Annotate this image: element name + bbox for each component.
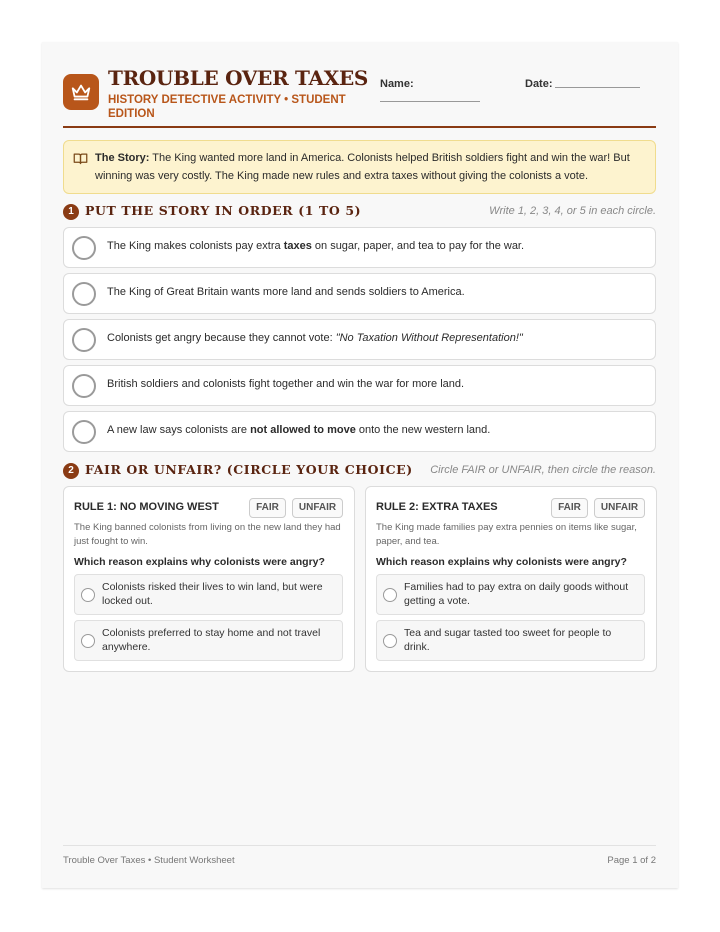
order-item-text: The King makes colonists pay extra taxes on sugar, paper, and tea to pay for the war. bbox=[107, 240, 525, 252]
section-title: FAIR OR UNFAIR? (CIRCLE YOUR CHOICE) bbox=[85, 462, 413, 477]
reason-text: Colonists preferred to stay home and not travel anywhere. bbox=[102, 627, 321, 653]
order-number-circle[interactable] bbox=[72, 236, 96, 260]
order-item bbox=[63, 365, 656, 406]
fair-choice[interactable]: FAIR bbox=[249, 498, 286, 518]
order-item bbox=[63, 411, 656, 452]
section-hint: Circle FAIR or UNFAIR, then circle the reason. bbox=[430, 464, 656, 476]
story-label: The Story: bbox=[95, 152, 150, 164]
order-item-text: British soldiers and colonists fight together and win the war for more land. bbox=[107, 378, 465, 390]
section-title: PUT THE STORY IN ORDER (1 TO 5) bbox=[85, 203, 362, 218]
order-item-text: A new law says colonists are not allowed to move onto the new western land. bbox=[107, 424, 491, 436]
reason-text: Tea and sugar tasted too sweet for people to drink. bbox=[404, 627, 612, 653]
date-field[interactable] bbox=[555, 87, 640, 88]
name-label: Name: bbox=[380, 78, 414, 90]
section-number-badge: 1 bbox=[63, 204, 79, 220]
rule-question: Which reason explains why colonists were angry? bbox=[74, 556, 325, 568]
section-1-header bbox=[63, 202, 656, 222]
rule-question: Which reason explains why colonists were angry? bbox=[376, 556, 627, 568]
reason-text: Colonists risked their lives to win land, but were locked out. bbox=[102, 581, 323, 607]
order-number-circle[interactable] bbox=[72, 420, 96, 444]
section-2-header bbox=[63, 461, 656, 481]
story-body: The King wanted more land in America. Colonists helped British soldiers fight and win the war! But winning was very costly. The King made new rules and extra taxes without giving the colonists a vote. bbox=[95, 152, 630, 182]
header bbox=[63, 66, 656, 130]
rule-title: RULE 1: NO MOVING WEST bbox=[74, 501, 219, 513]
order-item bbox=[63, 273, 656, 314]
story-text bbox=[95, 149, 650, 185]
book-open-icon bbox=[73, 152, 88, 170]
page-number: Page 1 of 2 bbox=[607, 855, 656, 866]
reason-text: Families had to pay extra on daily goods without getting a vote. bbox=[404, 581, 629, 607]
footer-divider bbox=[63, 845, 656, 846]
story-box bbox=[63, 140, 656, 194]
unfair-choice[interactable]: UNFAIR bbox=[594, 498, 645, 518]
rule-card-extra-taxes bbox=[365, 486, 657, 672]
order-item bbox=[63, 319, 656, 360]
reason-radio[interactable] bbox=[81, 588, 95, 602]
order-number-circle[interactable] bbox=[72, 374, 96, 398]
order-number-circle[interactable] bbox=[72, 282, 96, 306]
reason-radio[interactable] bbox=[81, 634, 95, 648]
section-hint: Write 1, 2, 3, 4, or 5 in each circle. bbox=[489, 205, 656, 217]
rule-card-no-moving-west bbox=[63, 486, 355, 672]
rule-description: The King made families pay extra pennies on items like sugar, paper, and tea. bbox=[376, 522, 637, 547]
reason-option[interactable] bbox=[74, 620, 343, 661]
page-title: TROUBLE OVER TAXES bbox=[108, 66, 369, 90]
rule-description: The King banned colonists from living on the new land they had just fought to win. bbox=[74, 522, 341, 547]
rule-title: RULE 2: EXTRA TAXES bbox=[376, 501, 498, 513]
order-item bbox=[63, 227, 656, 268]
reason-radio[interactable] bbox=[383, 588, 397, 602]
header-divider bbox=[63, 126, 656, 128]
page-subtitle: HISTORY DETECTIVE ACTIVITY • STUDENT EDITION bbox=[108, 94, 346, 120]
reason-option[interactable] bbox=[74, 574, 343, 615]
order-item-text: Colonists get angry because they cannot vote: "No Taxation Without Representation!" bbox=[107, 332, 523, 344]
reason-radio[interactable] bbox=[383, 634, 397, 648]
section-number-badge: 2 bbox=[63, 463, 79, 479]
fair-choice[interactable]: FAIR bbox=[551, 498, 588, 518]
footer-title: Trouble Over Taxes • Student Worksheet bbox=[63, 855, 235, 866]
reason-option[interactable] bbox=[376, 620, 645, 661]
unfair-choice[interactable]: UNFAIR bbox=[292, 498, 343, 518]
reason-option[interactable] bbox=[376, 574, 645, 615]
crown-icon bbox=[63, 74, 99, 110]
worksheet-page bbox=[42, 42, 678, 888]
order-number-circle[interactable] bbox=[72, 328, 96, 352]
date-label: Date: bbox=[525, 78, 553, 90]
name-field[interactable] bbox=[380, 101, 480, 102]
order-item-text: The King of Great Britain wants more land and sends soldiers to America. bbox=[107, 286, 465, 298]
